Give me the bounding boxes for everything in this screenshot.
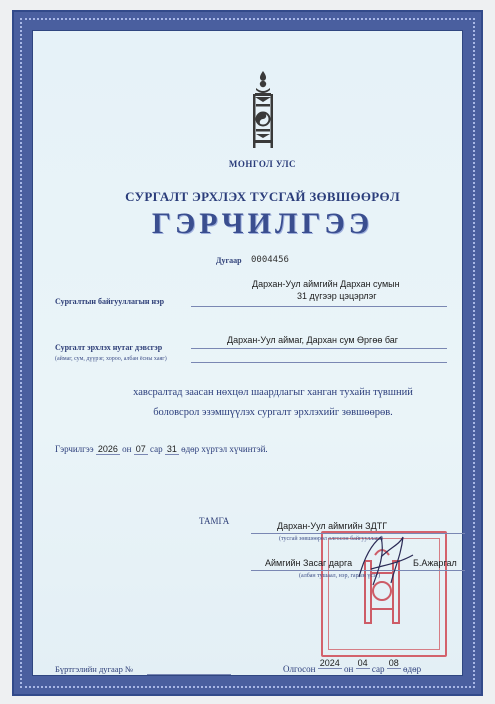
location-underline xyxy=(191,348,447,349)
validity-month: 07 xyxy=(135,444,146,454)
certificate-frame xyxy=(12,10,483,696)
organization-label: Сургалтын байгууллагын нэр xyxy=(55,297,165,306)
location-underline-2 xyxy=(191,362,447,363)
validity-line xyxy=(55,444,268,454)
location-label: Сургалт эрхлэх нутаг дэвсгэр xyxy=(55,343,163,352)
issued-day-suffix: өдөр xyxy=(403,664,422,674)
issuer-name: Дархан-Уул аймгийн ЗДТГ xyxy=(277,521,388,531)
location-sublabel: (аймаг, сум, дүүрэг, хороо, албан ёсны хаяг) xyxy=(55,356,167,362)
organization-line2: 31 дүгээр цэцэрлэг xyxy=(297,291,377,301)
organization-underline xyxy=(191,306,447,307)
issued-year: 2024 xyxy=(319,658,340,668)
location-value: Дархан-Уул аймаг, Дархан сум Өргөө баг xyxy=(227,335,399,345)
country-name: МОНГОЛ УЛС xyxy=(228,159,297,169)
permission-text-line1: хавсралтад заасан нөхцөл шаардлагыг ханган тухайн түвшний xyxy=(133,387,413,398)
issued-month-suffix: сар xyxy=(371,664,385,674)
issued-label: Олгосон xyxy=(283,664,316,674)
certificate-paper xyxy=(32,30,463,676)
registration-label: Бүртгэлийн дугаар № xyxy=(55,664,134,674)
organization-line1: Дархан-Уул аймгийн Дархан сумын xyxy=(252,279,400,289)
signatory-position: Аймгийн Засаг дарга xyxy=(265,558,353,568)
certificate-subtitle: СУРГАЛТ ЭРХЛЭХ ТУСГАЙ ЗӨВШӨӨРӨЛ xyxy=(125,189,400,204)
soyombo-emblem-icon xyxy=(250,71,276,151)
issuer-caption: (тусгай зөвшөөрөл олгосон байгууллага) xyxy=(279,536,384,542)
issued-date xyxy=(283,658,422,674)
seal-label: ТАМГА xyxy=(199,516,230,526)
validity-month-suffix: сар xyxy=(149,444,163,454)
validity-day-suffix: өдөр хүртэл хүчинтэй. xyxy=(181,444,268,454)
permission-text-line2: боловсрол эзэмшүүлэх сургалт эрхлэхийг зөвшөөрөв. xyxy=(153,407,393,418)
issued-day: 08 xyxy=(388,658,399,668)
registration-underline xyxy=(147,674,231,675)
signatory-name: Б.Ажаргал xyxy=(413,558,457,568)
issued-year-suffix: он xyxy=(344,664,354,674)
issued-month: 04 xyxy=(357,658,368,668)
number-label: Дугаар xyxy=(216,256,242,265)
certificate-title: ГЭРЧИЛГЭЭ xyxy=(151,207,374,240)
signatory-caption: (албан тушаал, нэр, гарын үсэг) xyxy=(299,573,381,579)
handwritten-signature xyxy=(351,525,421,597)
validity-year: 2026 xyxy=(97,444,118,454)
validity-prefix: Гэрчилгээ xyxy=(55,444,94,454)
validity-day: 31 xyxy=(166,444,177,454)
number-value: 0004456 xyxy=(251,255,289,265)
validity-year-suffix: он xyxy=(122,444,132,454)
